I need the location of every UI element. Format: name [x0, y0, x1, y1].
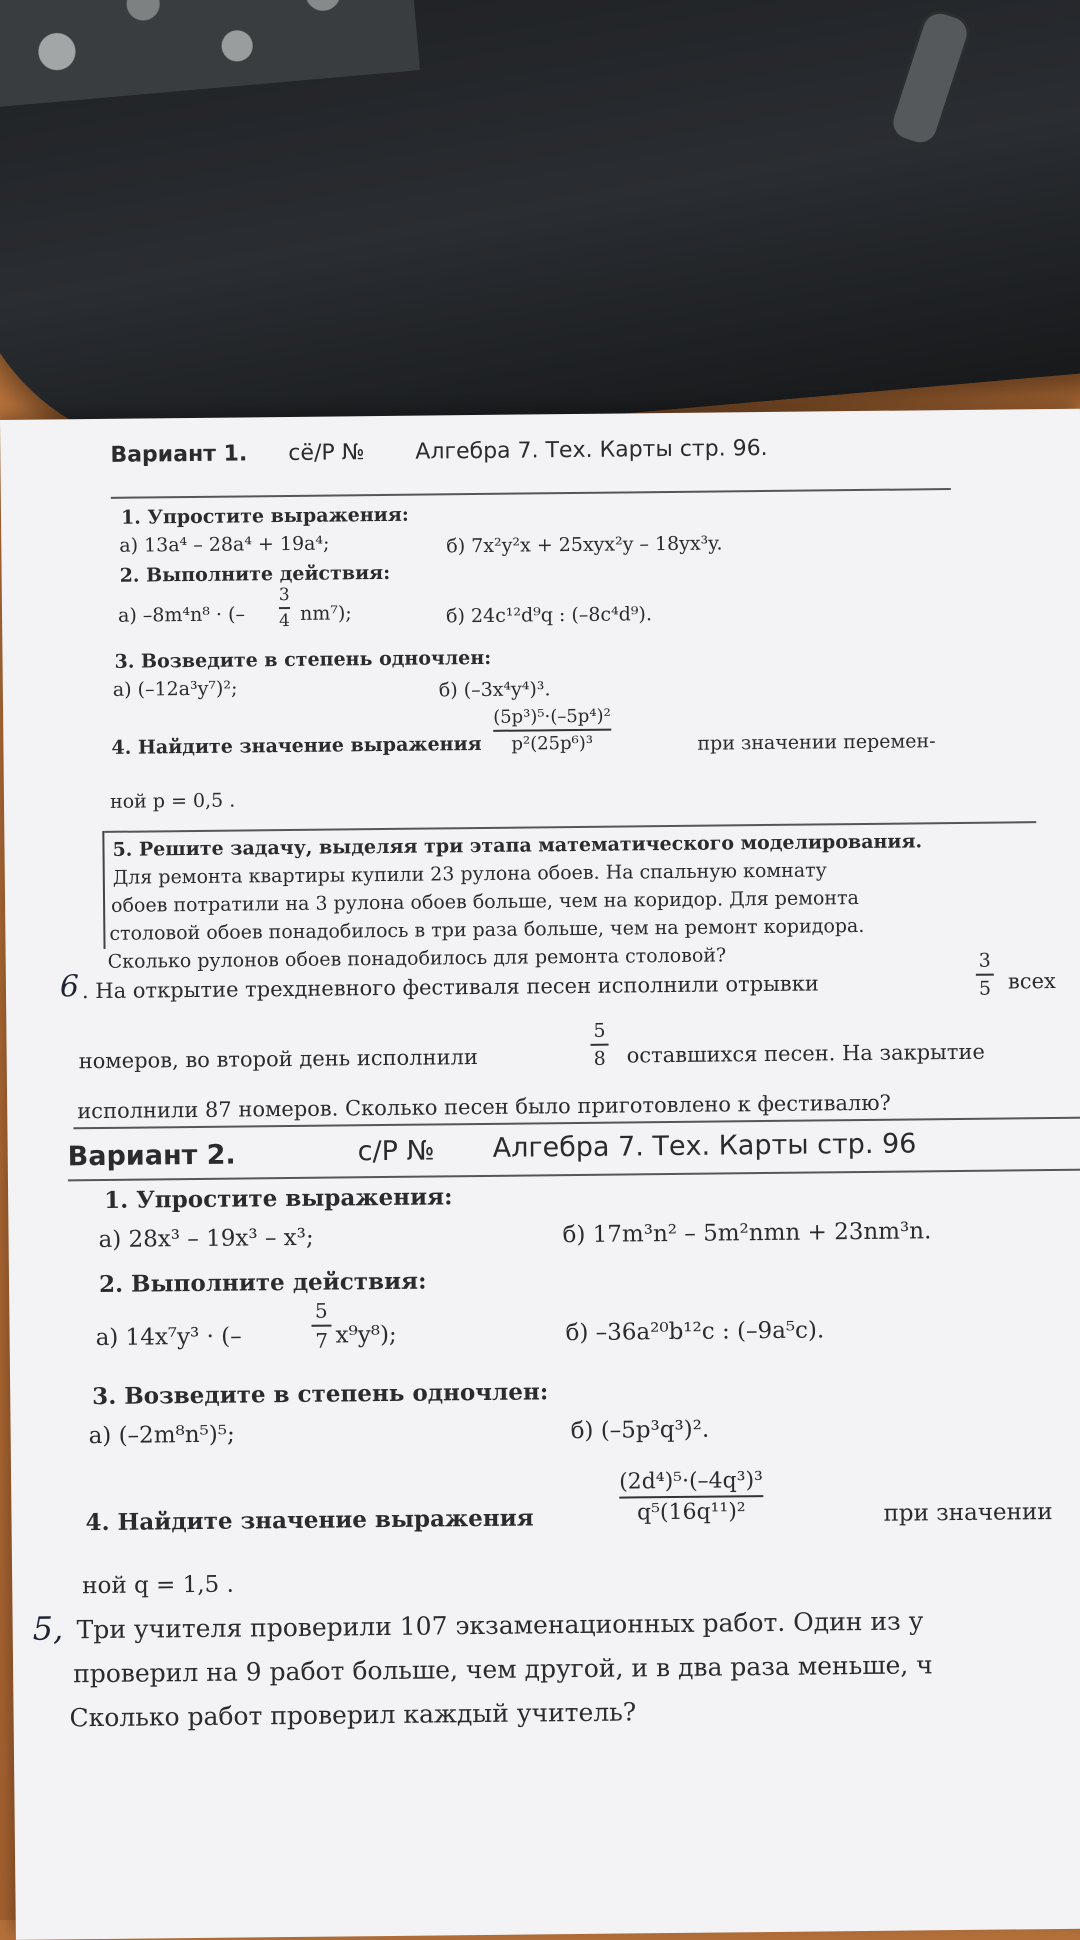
fraction-bar: [279, 607, 290, 609]
v1-task4-tail: при значении перемен-: [697, 730, 936, 755]
v2-task4-fraction: [619, 1468, 763, 1526]
v1-task1b: б) 7x²y²x + 25xyx²y – 18yx³y.: [446, 532, 723, 558]
fraction-numerator: (5p³)⁵·(–5p⁴)²: [493, 705, 611, 728]
v1-task2a: а) –8m⁴n⁸ · (–: [117, 603, 246, 627]
v2-task2a: а) 14x⁷y³ · (–: [95, 1323, 242, 1352]
v2-task1-title: 1. Упростите выражения:: [104, 1183, 453, 1214]
v1-header: Вариант 1.: [110, 441, 248, 468]
v1-task5-line5: Сколько рулонов обоев понадобилось для ремонта столовой?: [107, 944, 727, 973]
v1-task3-title: 3. Возведите в степень одночлен:: [114, 646, 492, 673]
v1-task6-line1-end: всех: [1007, 968, 1056, 994]
v1-header-rule: [111, 488, 951, 499]
v1-task6-line2a: номеров, во второй день исполнили: [78, 1045, 479, 1074]
fraction-numerator: 5: [593, 1019, 606, 1042]
v2-header-subject: Алгебра 7. Тех. Карты стр. 96: [492, 1128, 917, 1164]
v2-task4-tail: при значении: [883, 1499, 1053, 1527]
v1-task6-line3: исполнили 87 номеров. Сколько песен было приготовлено к фестивалю?: [77, 1090, 891, 1124]
v1-task6-line1: . На открытие трехдневного фестиваля песен исполнили отрывки: [81, 971, 819, 1004]
v2-task3a: а) (–2m⁸n⁵)⁵;: [88, 1421, 235, 1450]
fraction-denominator: p²(25p⁶)³: [511, 732, 594, 755]
v2-task2-title: 2. Выполните действия:: [98, 1267, 427, 1299]
fraction-denominator: 4: [279, 610, 291, 632]
v2-task2b: б) –36a²⁰b¹²c : (–9a⁵c).: [565, 1317, 825, 1347]
worksheet-paper: [0, 409, 1080, 1940]
fraction-denominator: q⁵(16q¹¹)²: [636, 1499, 746, 1526]
v1-task2a-fraction: [279, 585, 290, 631]
fraction-denominator: 7: [315, 1328, 329, 1353]
fraction-numerator: 3: [978, 949, 991, 972]
v1-task4-line2: ной p = 0,5 .: [109, 789, 236, 813]
v2-task3b: б) (–5p³q³)².: [570, 1416, 710, 1445]
v1-task5-line2: Для ремонта квартиры купили 23 рулона обоев. На спальную комнату: [112, 859, 827, 889]
v2-task5-line3: Сколько работ проверил каждый учитель?: [69, 1697, 637, 1733]
v1-task6-line2b: оставшихся песен. На закрытие: [626, 1039, 985, 1068]
v2-task2a-fraction: [311, 1299, 332, 1353]
v1-task2b: б) 24c¹²d⁹q : (–8c⁴d⁹).: [445, 603, 653, 628]
fraction-numerator: 5: [314, 1298, 328, 1323]
fraction-bar: [976, 974, 994, 976]
v1-task5-line1: 5. Решите задачу, выделяя три этапа математического моделирования.: [112, 830, 923, 861]
v2-header-code: с/Р №: [357, 1135, 435, 1168]
v2-header: Вариант 2.: [67, 1139, 236, 1173]
v1-task6-handwritten-number: 6: [59, 969, 80, 1005]
v2-task4-line2: ной q = 1,5 .: [82, 1571, 234, 1600]
v2-task1b: б) 17m³n² – 5m²nmn + 23nm³n.: [562, 1218, 932, 1249]
v1-task5-line4: столовой обоев понадобилось в три раза больше, чем на ремонт коридора.: [109, 914, 865, 945]
v2-task2a-end: x⁹y⁸);: [335, 1321, 397, 1349]
v2-task4-title: 4. Найдите значение выражения: [85, 1504, 534, 1537]
v1-header-code: сё/Р №: [288, 440, 365, 466]
fraction-bar: [311, 1325, 331, 1327]
v2-task5-line1: Три учителя проверили 107 экзаменационных работ. Один из у: [76, 1606, 924, 1645]
bag-camo-pattern: [0, 0, 420, 111]
v1-task4-title: 4. Найдите значение выражения: [111, 732, 482, 759]
v1-task5-left-rule: [102, 831, 105, 949]
v1-task2-title: 2. Выполните действия:: [119, 561, 391, 587]
v1-task1a: а) 13a⁴ – 28a⁴ + 19a⁴;: [119, 532, 330, 557]
v1-task3b: б) (–3x⁴y⁴)³.: [438, 678, 551, 702]
v1-header-subject: Алгебра 7. Тех. Карты стр. 96.: [415, 435, 768, 465]
v1-task6-fraction2: [590, 1020, 609, 1070]
v2-task5-line2: проверил на 9 работ больше, чем другой, и в два раза меньше, ч: [72, 1650, 933, 1689]
v1-task6-fraction1: [976, 950, 995, 1000]
fraction-numerator: 3: [278, 584, 290, 606]
v1-task1-title: 1. Упростите выражения:: [120, 503, 409, 529]
fraction-denominator: 8: [593, 1047, 606, 1070]
fraction-numerator: (2d⁴)⁵·(–4q³)³: [619, 1468, 764, 1495]
v2-task1a: а) 28x³ – 19x³ – x³;: [98, 1224, 314, 1254]
v1-task3a: а) (–12a³y⁷)²;: [112, 677, 238, 701]
fraction-denominator: 5: [978, 977, 992, 1000]
fraction-bar: [619, 1495, 763, 1499]
fraction-bar: [493, 729, 611, 732]
fraction-bar: [591, 1044, 609, 1046]
v1-task2a-end: nm⁷);: [299, 602, 352, 625]
v1-task5-line3: обоев потратили на 3 рулона обоев больше, чем на коридор. Для ремонта: [110, 887, 859, 917]
v2-task5-handwritten-number: 5,: [32, 1609, 64, 1648]
v2-task3-title: 3. Возведите в степень одночлен:: [92, 1378, 549, 1411]
v1-task4-fraction: [493, 706, 611, 755]
